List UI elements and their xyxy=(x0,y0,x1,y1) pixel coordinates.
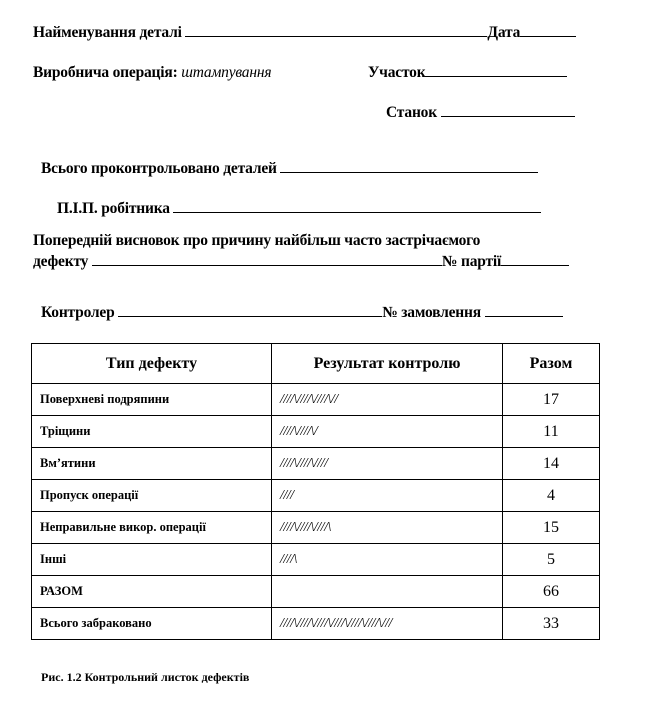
header-control-result: Результат контролю xyxy=(272,344,503,384)
conclusion-line-1: Попередній висновок про причину найбільш часто застрічаємого xyxy=(33,232,481,249)
part-name-line xyxy=(33,24,576,42)
batch-field xyxy=(501,253,569,266)
worker-line xyxy=(57,200,541,218)
header-defect-type: Тип дефекту xyxy=(32,344,272,384)
defect-type-cell: РАЗОМ xyxy=(32,576,272,608)
batch-label: № партії xyxy=(441,253,502,270)
total-cell: 66 xyxy=(503,576,600,608)
table-row xyxy=(32,576,600,608)
conclusion-line-2 xyxy=(33,253,569,271)
table-row xyxy=(32,480,600,512)
defect-type-cell: Інші xyxy=(32,544,272,576)
total-cell: 14 xyxy=(503,448,600,480)
header-total: Разом xyxy=(503,344,600,384)
controller-line xyxy=(41,304,563,322)
table-row xyxy=(32,384,600,416)
table-row xyxy=(32,416,600,448)
defect-type-cell: Поверхневі подряпини xyxy=(32,384,272,416)
order-label: № замовлення xyxy=(382,304,481,321)
tally-cell: ////\ xyxy=(272,544,503,576)
tally-cell: ////\////\////\////\////\////\/// xyxy=(272,608,503,640)
date-label: Дата xyxy=(487,24,521,41)
defect-type-cell: Неправильне викор. операції xyxy=(32,512,272,544)
tally-cell xyxy=(272,576,503,608)
tally-cell: ////\////\////\// xyxy=(272,384,503,416)
total-cell: 11 xyxy=(503,416,600,448)
total-checked-label: Всього проконтрольовано деталей xyxy=(41,160,277,177)
defect-field xyxy=(92,253,442,266)
total-cell: 4 xyxy=(503,480,600,512)
part-name-field xyxy=(185,24,487,37)
table-row xyxy=(32,544,600,576)
total-checked-line xyxy=(41,160,538,178)
table-row xyxy=(32,448,600,480)
site-label: Участок xyxy=(368,64,426,81)
total-cell: 15 xyxy=(503,512,600,544)
operation-label: Виробнича операція: xyxy=(33,64,178,81)
operation-line xyxy=(33,64,271,82)
machine-label: Станок xyxy=(386,104,437,121)
defect-checklist-table xyxy=(31,343,600,640)
tally-cell: ////\////\////\ xyxy=(272,512,503,544)
table-row xyxy=(32,608,600,640)
order-field xyxy=(485,304,563,317)
date-field xyxy=(520,24,576,37)
defect-type-cell: Вм’ятини xyxy=(32,448,272,480)
site-line xyxy=(368,64,567,82)
site-field xyxy=(425,64,567,77)
total-checked-field xyxy=(280,160,538,173)
tally-cell: ////\////\/ xyxy=(272,416,503,448)
defect-type-cell: Тріщини xyxy=(32,416,272,448)
defect-type-cell: Пропуск операції xyxy=(32,480,272,512)
tally-cell: //// xyxy=(272,480,503,512)
figure-caption: Рис. 1.2 Контрольний листок дефектів xyxy=(41,670,250,684)
defect-type-cell: Всього забраковано xyxy=(32,608,272,640)
table-row xyxy=(32,512,600,544)
machine-line xyxy=(386,104,575,122)
controller-field xyxy=(118,304,382,317)
tally-cell: ////\////\//// xyxy=(272,448,503,480)
worker-field xyxy=(173,200,541,213)
total-cell: 33 xyxy=(503,608,600,640)
machine-field xyxy=(441,104,575,117)
part-name-label: Найменування деталі xyxy=(33,24,182,41)
worker-label: П.І.П. робітника xyxy=(57,200,170,217)
operation-value: штампування xyxy=(181,64,272,81)
controller-label: Контролер xyxy=(41,304,115,321)
defect-label: дефекту xyxy=(33,253,89,270)
total-cell: 5 xyxy=(503,544,600,576)
table-header-row xyxy=(32,344,600,384)
total-cell: 17 xyxy=(503,384,600,416)
